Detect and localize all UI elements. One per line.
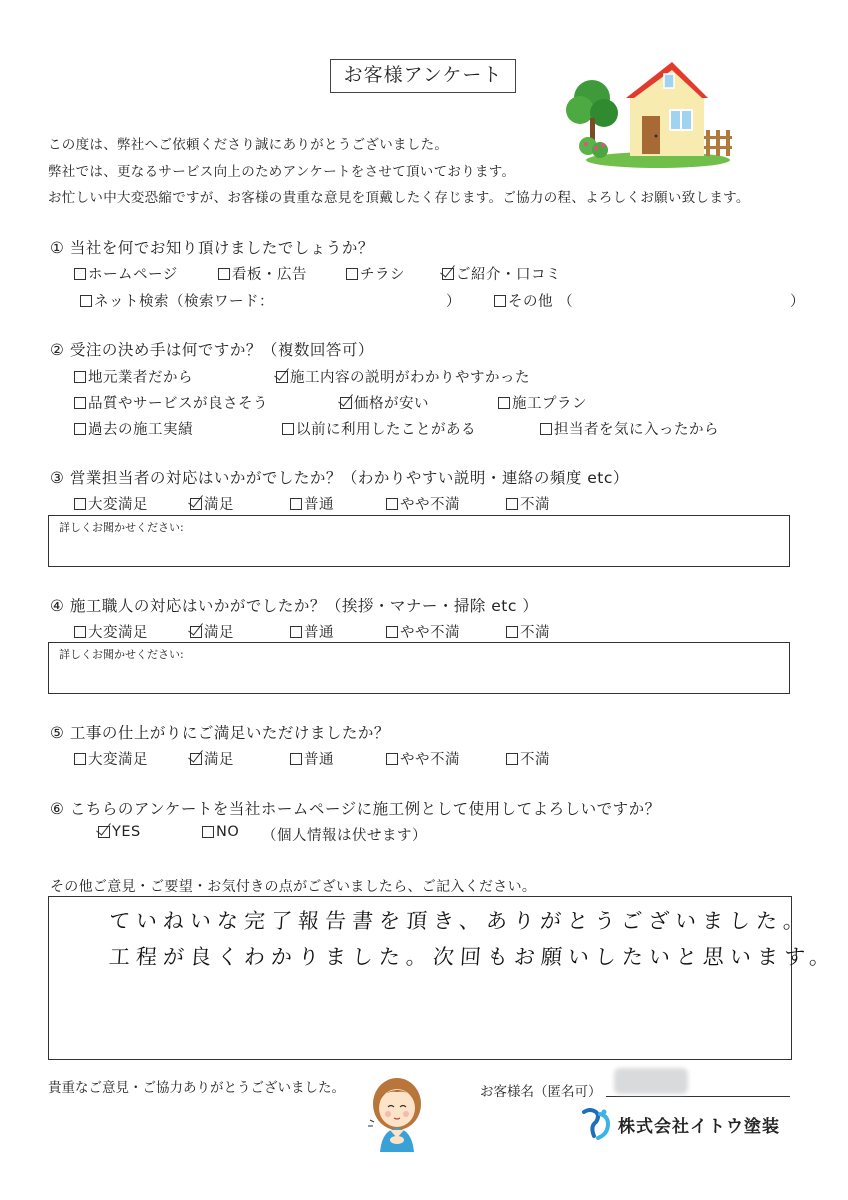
q6-option-no[interactable]: NO [202, 824, 239, 840]
checkbox[interactable] [346, 268, 358, 280]
q4-detail-box[interactable] [48, 642, 790, 694]
q2-question: ② 受注の決め手は何ですか？（複数回答可） [50, 341, 374, 359]
q6-note: （個人情報は伏せます） [262, 828, 427, 844]
q5-option-satisfied[interactable]: 満足 [190, 748, 234, 769]
q1-option-web-search[interactable]: ネット検索（検索ワード： [80, 290, 274, 311]
woman-illustration [364, 1074, 430, 1152]
q3-option-unsatisfied[interactable]: 不満 [506, 493, 550, 514]
company-logo-icon [578, 1106, 614, 1142]
checkbox-checked[interactable] [340, 397, 352, 409]
other-prompt: その他ご意見・ご要望・お気付きの点がございましたら、ご記入ください。 [50, 879, 537, 895]
q1-option-signboard[interactable]: 看板・広告 [218, 263, 307, 284]
survey-title: お客様アンケート [330, 59, 516, 93]
checkbox[interactable] [506, 753, 518, 765]
q3-detail-label: 詳しくお聞かせください: [59, 521, 184, 534]
q2-option-plan[interactable]: 施工プラン [498, 392, 587, 413]
q3-option-satisfied[interactable]: 満足 [190, 493, 234, 514]
handwritten-line-1: ていねいな完了報告書を頂き、ありがとうございました。 [108, 909, 811, 933]
q3-detail-box[interactable] [48, 515, 790, 567]
company-name: 株式会社イトウ塗装 [618, 1117, 780, 1137]
q3-option-normal[interactable]: 普通 [290, 493, 334, 514]
checkbox[interactable] [74, 371, 86, 383]
checkbox[interactable] [386, 498, 398, 510]
checkbox[interactable] [282, 423, 294, 435]
q2-option-staff[interactable]: 担当者を気に入ったから [540, 418, 719, 439]
q4-option-very-satisfied[interactable]: 大変満足 [74, 621, 148, 642]
checkbox[interactable] [74, 268, 86, 280]
checkbox[interactable] [218, 268, 230, 280]
q4-option-normal[interactable]: 普通 [290, 621, 334, 642]
q3-option-very-satisfied[interactable]: 大変満足 [74, 493, 148, 514]
q1-option-flyer[interactable]: チラシ [346, 263, 405, 284]
checkbox[interactable] [386, 753, 398, 765]
q2-option-price[interactable]: 価格が安い [340, 392, 429, 413]
q1-other-close: ） [790, 294, 805, 310]
q1-question: ① 当社を何でお知り頂けましたでしょうか？ [50, 239, 374, 257]
checkbox[interactable] [540, 423, 552, 435]
checkbox[interactable] [506, 626, 518, 638]
checkbox-checked[interactable] [442, 268, 454, 280]
checkbox[interactable] [80, 295, 92, 307]
checkbox[interactable] [74, 397, 86, 409]
checkbox[interactable] [506, 498, 518, 510]
checkbox[interactable] [74, 498, 86, 510]
q2-option-explanation[interactable]: 施工内容の説明がわかりやすかった [276, 366, 530, 387]
q2-option-quality[interactable]: 品質やサービスが良さそう [74, 392, 268, 413]
q4-question: ④ 施工職人の対応はいかがでしたか？（挨拶・マナー・掃除 etc ） [50, 597, 539, 615]
checkbox[interactable] [498, 397, 510, 409]
comment-box[interactable] [48, 896, 838, 1060]
q5-option-unsatisfied[interactable]: 不満 [506, 748, 550, 769]
q5-question: ⑤ 工事の仕上がりにご満足いただけましたか？ [50, 724, 390, 742]
checkbox[interactable] [74, 423, 86, 435]
q1-web-search-close: ） [446, 294, 461, 310]
footer-thanks: 貴重なご意見・ご協力ありがとうございました。 [48, 1080, 345, 1096]
q5-option-normal[interactable]: 普通 [290, 748, 334, 769]
q3-question: ③ 営業担当者の対応はいかがでしたか？（わかりやすい説明・連絡の頻度 etc） [50, 469, 629, 487]
q1-option-other[interactable]: その他 （ [494, 290, 573, 311]
checkbox[interactable] [290, 626, 302, 638]
q4-option-slightly-unsatisfied[interactable]: やや不満 [386, 621, 460, 642]
handwritten-line-2: 工程が良くわかりました。次回もお願いしたいと思います。 [108, 945, 838, 969]
q4-detail-label: 詳しくお聞かせください: [59, 648, 184, 661]
checkbox[interactable] [202, 826, 214, 838]
q2-option-past-work[interactable]: 過去の施工実績 [74, 418, 193, 439]
checkbox-checked[interactable] [190, 753, 202, 765]
intro-line-2: 弊社では、更なるサービス向上のためアンケートをさせて頂いております。 [48, 164, 516, 180]
q3-option-slightly-unsatisfied[interactable]: やや不満 [386, 493, 460, 514]
q6-question: ⑥ こちらのアンケートを当社ホームページに施工例として使用してよろしいですか？ [50, 800, 661, 818]
redacted-name [614, 1068, 688, 1094]
house-illustration [566, 58, 732, 170]
customer-name-label: お客様名（匿名可） [480, 1084, 602, 1100]
q1-option-homepage[interactable]: ホームページ [74, 263, 178, 284]
q5-option-very-satisfied[interactable]: 大変満足 [74, 748, 148, 769]
q1-option-referral[interactable]: ご紹介・口コミ [442, 263, 561, 284]
q5-option-slightly-unsatisfied[interactable]: やや不満 [386, 748, 460, 769]
checkbox[interactable] [74, 626, 86, 638]
checkbox-checked[interactable] [190, 498, 202, 510]
checkbox[interactable] [74, 753, 86, 765]
checkbox-checked[interactable] [276, 371, 288, 383]
checkbox[interactable] [290, 498, 302, 510]
q6-option-yes[interactable]: YES [98, 824, 141, 840]
checkbox[interactable] [386, 626, 398, 638]
intro-line-3: お忙しい中大変恐縮ですが、お客様の貴重な意見を頂戴したく存じます。ご協力の程、よろしくお願い致します。 [48, 190, 750, 206]
q4-option-unsatisfied[interactable]: 不満 [506, 621, 550, 642]
q2-option-used-before[interactable]: 以前に利用したことがある [282, 418, 476, 439]
checkbox-checked[interactable] [98, 826, 110, 838]
q2-option-local[interactable]: 地元業者だから [74, 366, 193, 387]
customer-name-line [606, 1096, 790, 1097]
checkbox[interactable] [494, 295, 506, 307]
checkbox[interactable] [290, 753, 302, 765]
checkbox-checked[interactable] [190, 626, 202, 638]
q4-option-satisfied[interactable]: 満足 [190, 621, 234, 642]
intro-line-1: この度は、弊社へご依頼くださり誠にありがとうございました。 [48, 137, 449, 153]
